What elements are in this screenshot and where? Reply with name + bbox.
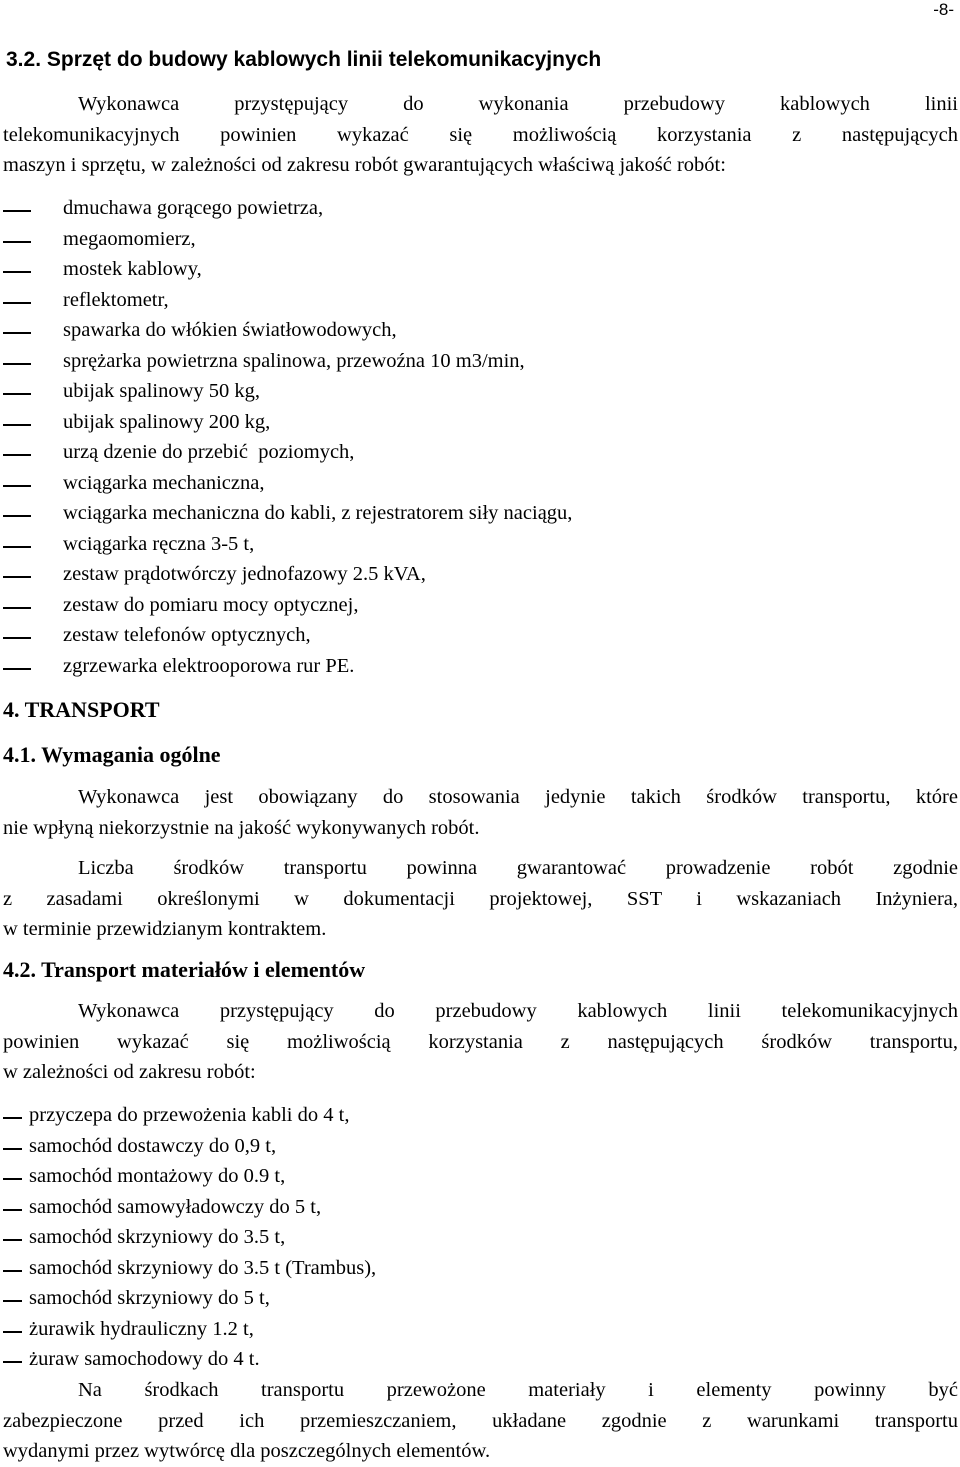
dash-bullet	[3, 424, 31, 426]
list-item	[3, 651, 572, 682]
list-item	[3, 620, 572, 651]
list-item-text: samochód skrzyniowy do 3.5 t (Trambus),	[29, 1256, 377, 1279]
list-item-text: megaomomierz,	[63, 227, 196, 250]
list-item-text: samochód samowyładowczy do 5 t,	[29, 1195, 322, 1218]
para-line: Na środkach transportu przewożone materiały i elementy powinny być	[78, 1379, 958, 1401]
list-item	[3, 468, 572, 499]
list-item-text: zestaw prądotwórczy jednofazowy 2.5 kVA,	[63, 563, 426, 585]
list-item-text: spawarka do włókien światłowodowych,	[63, 319, 397, 341]
intro-line: maszyn i sprzętu, w zależności od zakresu robót gwarantujących właściwą jakość robót:	[3, 154, 726, 176]
list-item-text: mostek kablowy,	[63, 258, 202, 280]
para-line: powinien wykazać się możliwością korzystania z następujących środków transportu,	[3, 1030, 958, 1053]
intro-line: Wykonawca przystępujący do wykonania przebudowy kablowych linii	[78, 93, 958, 115]
section-4-2-closing	[3, 1375, 958, 1467]
dash-bullet	[3, 363, 31, 365]
dash-bullet	[3, 1117, 22, 1119]
section-4-2-heading: 4.2. Transport materiałów i elementów	[3, 957, 366, 982]
dash-bullet	[3, 1300, 22, 1302]
list-item	[0, 1100, 376, 1131]
section-3-2-heading: 3.2. Sprzęt do budowy kablowych linii telekomunikacyjnych	[6, 48, 602, 71]
dash-bullet	[3, 1361, 22, 1363]
dash-bullet	[3, 1239, 22, 1241]
list-item	[3, 193, 572, 224]
list-item-text: samochód montażowy do 0.9 t,	[29, 1165, 286, 1187]
para-line: Liczba środków transportu powinna gwarantować prowadzenie robót zgodnie	[78, 857, 958, 879]
dash-bullet	[3, 515, 31, 517]
list-item-text: zgrzewarka elektrooporowa rur PE.	[63, 654, 355, 677]
list-item-text: żurawik hydrauliczny 1.2 t,	[29, 1317, 254, 1340]
dash-bullet	[3, 241, 31, 243]
section-4-heading: 4. TRANSPORT	[3, 697, 160, 722]
list-item-text: przyczepa do przewożenia kabli do 4 t,	[29, 1104, 350, 1126]
dash-bullet	[3, 637, 31, 639]
dash-bullet	[3, 454, 31, 456]
list-item-text: samochód dostawczy do 0,9 t,	[29, 1134, 277, 1157]
list-item	[0, 1131, 376, 1162]
list-item-text: reflektometr,	[63, 288, 169, 311]
list-item-text: ubijak spalinowy 200 kg,	[63, 410, 271, 433]
list-item-text: wciągarka mechaniczna,	[63, 471, 265, 494]
list-item	[3, 437, 572, 468]
list-item	[0, 1161, 376, 1192]
transport-list	[0, 1100, 376, 1375]
dash-bullet	[3, 1270, 22, 1272]
list-item	[3, 285, 572, 316]
dash-bullet	[3, 271, 31, 273]
list-item	[3, 224, 572, 255]
section-4-1-para-2	[3, 853, 958, 945]
para-line: nie wpłyną niekorzystnie na jakość wykonywanych robót.	[3, 816, 480, 839]
list-item	[3, 559, 572, 590]
list-item	[0, 1192, 376, 1223]
list-item	[0, 1222, 376, 1253]
section-4-1-para-1	[3, 782, 958, 843]
list-item-text: sprężarka powietrzna spalinowa, przewoźna 10 m3/min,	[63, 349, 525, 372]
para-line: Wykonawca jest obowiązany do stosowania jedynie takich środków transportu, które	[78, 786, 958, 808]
dash-bullet	[3, 393, 31, 395]
list-item	[0, 1344, 376, 1375]
list-item	[3, 529, 572, 560]
list-item-text: wciągarka mechaniczna do kabli, z rejestratorem siły naciągu,	[63, 502, 573, 524]
para-line: w terminie przewidzianym kontraktem.	[3, 918, 327, 940]
equipment-list	[3, 193, 572, 681]
para-line: z zasadami określonymi w dokumentacji projektowej, SST i wskazaniach Inżyniera,	[3, 887, 958, 910]
dash-bullet	[3, 1331, 22, 1333]
para-line: wydanymi przez wytwórcę dla poszczególnych elementów.	[3, 1440, 491, 1462]
list-item-text: wciągarka ręczna 3-5 t,	[63, 532, 255, 555]
list-item-text: urzą dzenie do przebić poziomych,	[63, 441, 355, 463]
list-item	[3, 376, 572, 407]
dash-bullet	[3, 485, 31, 487]
list-item	[3, 498, 572, 529]
page-number: -8-	[933, 0, 954, 19]
dash-bullet	[3, 1178, 22, 1180]
para-line: zabezpieczone przed ich przemieszczaniem, układane zgodnie z warunkami transportu	[3, 1409, 958, 1432]
para-line: w zależności od zakresu robót:	[3, 1061, 256, 1083]
section-3-2-intro	[3, 89, 958, 181]
list-item-text: zestaw telefonów optycznych,	[63, 624, 311, 646]
intro-line: telekomunikacyjnych powinien wykazać się możliwością korzystania z następujących	[3, 123, 958, 146]
section-4-1-heading: 4.1. Wymagania ogólne	[3, 742, 221, 767]
list-item	[0, 1314, 376, 1345]
list-item	[3, 315, 572, 346]
list-item-text: żuraw samochodowy do 4 t.	[29, 1348, 260, 1370]
list-item	[0, 1253, 376, 1284]
section-4-2-intro	[3, 996, 958, 1088]
para-line: Wykonawca przystępujący do przebudowy kablowych linii telekomunikacyjnych	[78, 1000, 958, 1022]
dash-bullet	[3, 332, 31, 334]
dash-bullet	[3, 576, 31, 578]
dash-bullet	[3, 1209, 22, 1211]
dash-bullet	[3, 668, 31, 670]
list-item-text: samochód skrzyniowy do 5 t,	[29, 1287, 270, 1309]
list-item-text: samochód skrzyniowy do 3.5 t,	[29, 1226, 286, 1248]
list-item-text: zestaw do pomiaru mocy optycznej,	[63, 593, 359, 616]
dash-bullet	[3, 302, 31, 304]
list-item	[3, 407, 572, 438]
list-item-text: ubijak spalinowy 50 kg,	[63, 380, 261, 402]
dash-bullet	[3, 210, 31, 212]
dash-bullet	[3, 546, 31, 548]
dash-bullet	[3, 607, 31, 609]
list-item	[3, 254, 572, 285]
list-item	[3, 346, 572, 377]
list-item	[3, 590, 572, 621]
list-item-text: dmuchawa gorącego powietrza,	[63, 197, 324, 219]
list-item	[0, 1283, 376, 1314]
dash-bullet	[3, 1148, 22, 1150]
